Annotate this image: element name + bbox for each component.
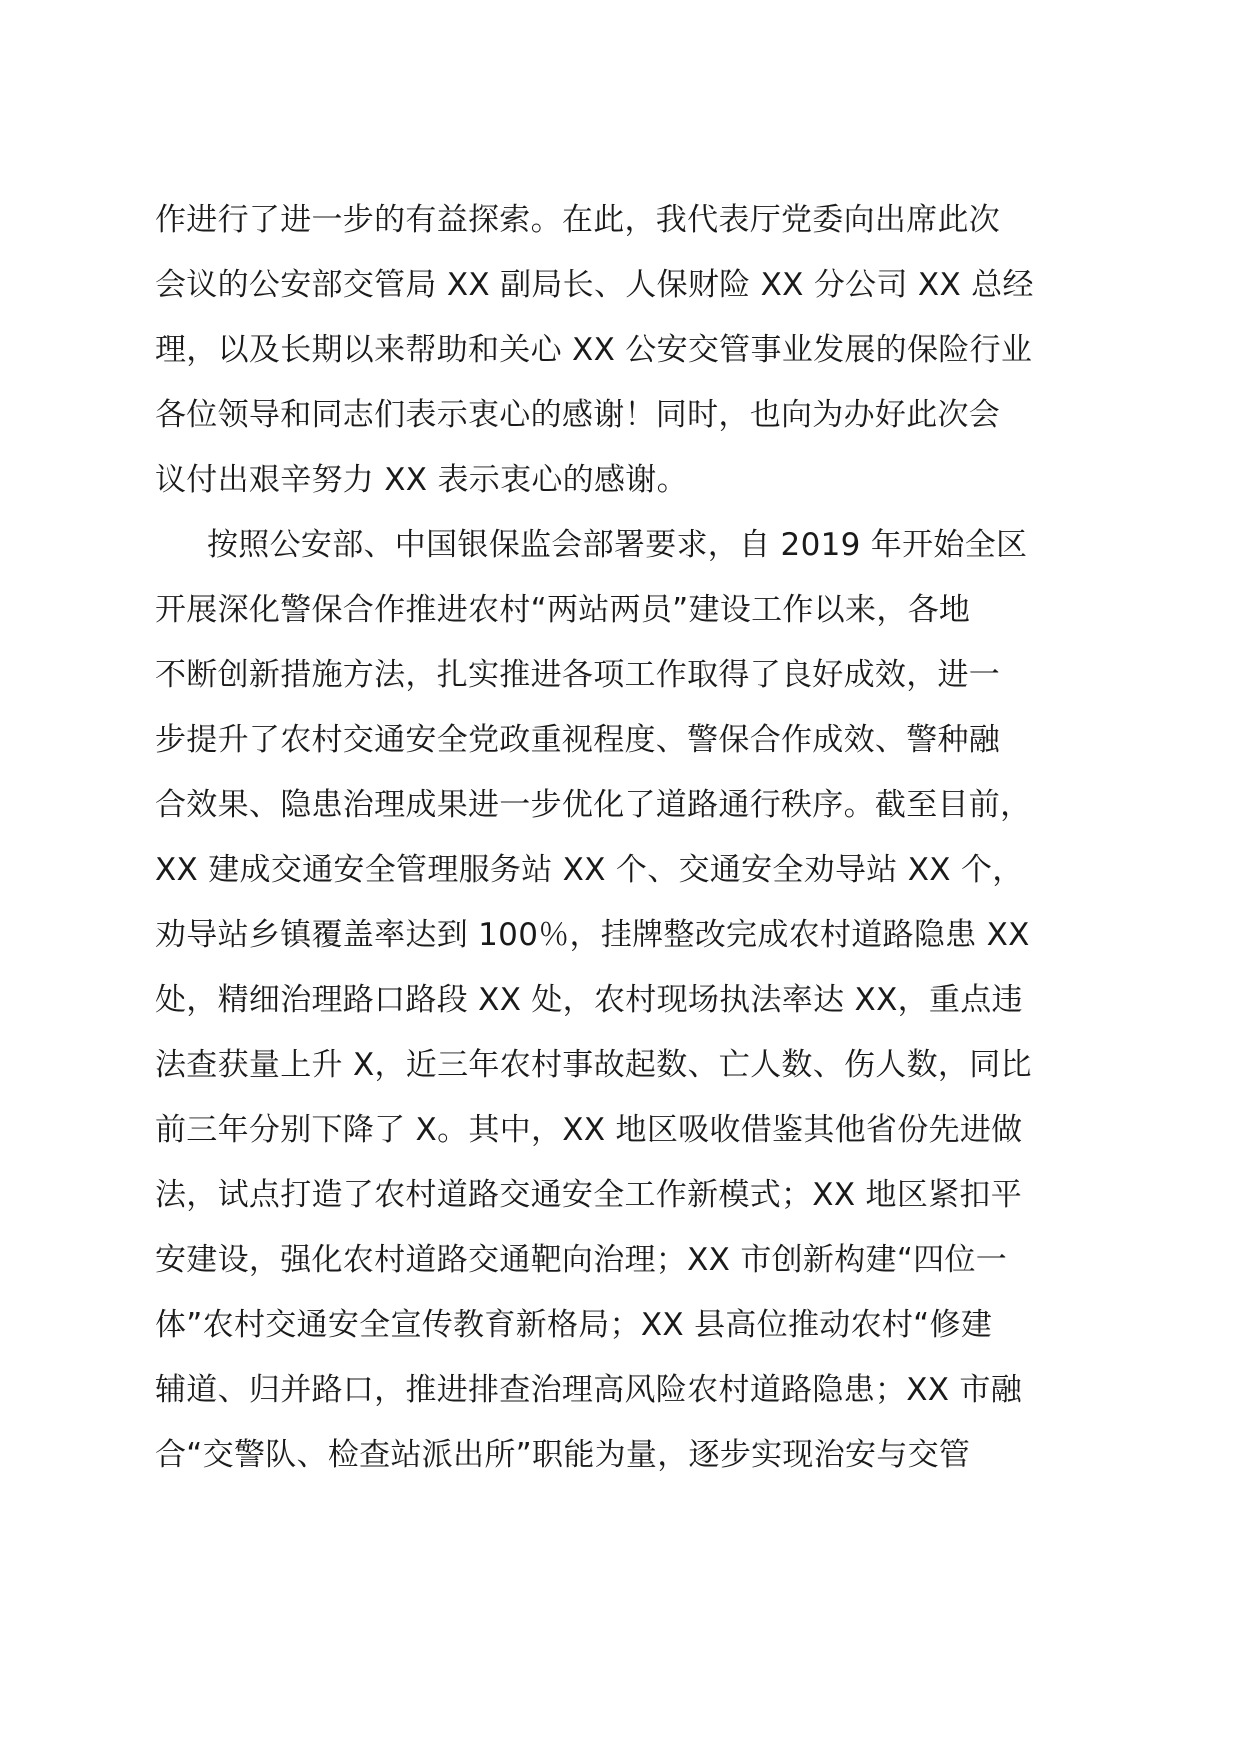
text-line: 体”农村交通安全宣传教育新格局；XX 县高位推动农村“修建 (155, 1307, 993, 1343)
text-line: 理，以及长期以来帮助和关心 XX 公安交管事业发展的保险行业 (155, 332, 1033, 368)
text-line: 前三年分别下降了 X。其中，XX 地区吸收借鉴其他省份先进做 (155, 1112, 1023, 1148)
document-body (155, 188, 1095, 1488)
text-line: 合效果、隐患治理成果进一步优化了道路通行秩序。截至目前， (155, 787, 1032, 823)
text-line: 法，试点打造了农村道路交通安全工作新模式；XX 地区紧扣平 (155, 1177, 1023, 1213)
text-line: 开展深化警保合作推进农村“两站两员”建设工作以来，各地 (155, 592, 971, 628)
text-line: 不断创新措施方法，扎实推进各项工作取得了良好成效，进一 (155, 657, 1001, 693)
text-line: 安建设，强化农村道路交通靶向治理；XX 市创新构建“四位一 (155, 1242, 1008, 1278)
text-line: 会议的公安部交管局 XX 副局长、人保财险 XX 分公司 XX 总经 (155, 267, 1034, 303)
text-line: 议付出艰辛努力 XX 表示衷心的感谢。 (155, 462, 688, 498)
text-line: 合“交警队、检查站派出所”职能为量，逐步实现治安与交管 (155, 1437, 971, 1473)
text-line: 劝导站乡镇覆盖率达到 100％，挂牌整改完成农村道路隐患 XX (155, 917, 1030, 953)
text-line: XX 建成交通安全管理服务站 XX 个、交通安全劝导站 XX 个， (155, 852, 1024, 888)
text-line: 处，精细治理路口路段 XX 处，农村现场执法率达 XX，重点违 (155, 982, 1023, 1018)
text-line: 作进行了进一步的有益探索。在此，我代表厅党委向出席此次 (155, 202, 1001, 238)
text-line: 法查获量上升 X，近三年农村事故起数、亡人数、伤人数，同比 (155, 1047, 1032, 1083)
paragraph-first-line: 按照公安部、中国银保监会部署要求，自 2019 年开始全区 (207, 527, 1028, 563)
text-line: 辅道、归并路口，推进排查治理高风险农村道路隐患；XX 市融 (155, 1372, 1023, 1408)
text-line: 步提升了农村交通安全党政重视程度、警保合作成效、警种融 (155, 722, 1001, 758)
text-line: 各位领导和同志们表示衷心的感谢！同时，也向为办好此次会 (155, 397, 1001, 433)
